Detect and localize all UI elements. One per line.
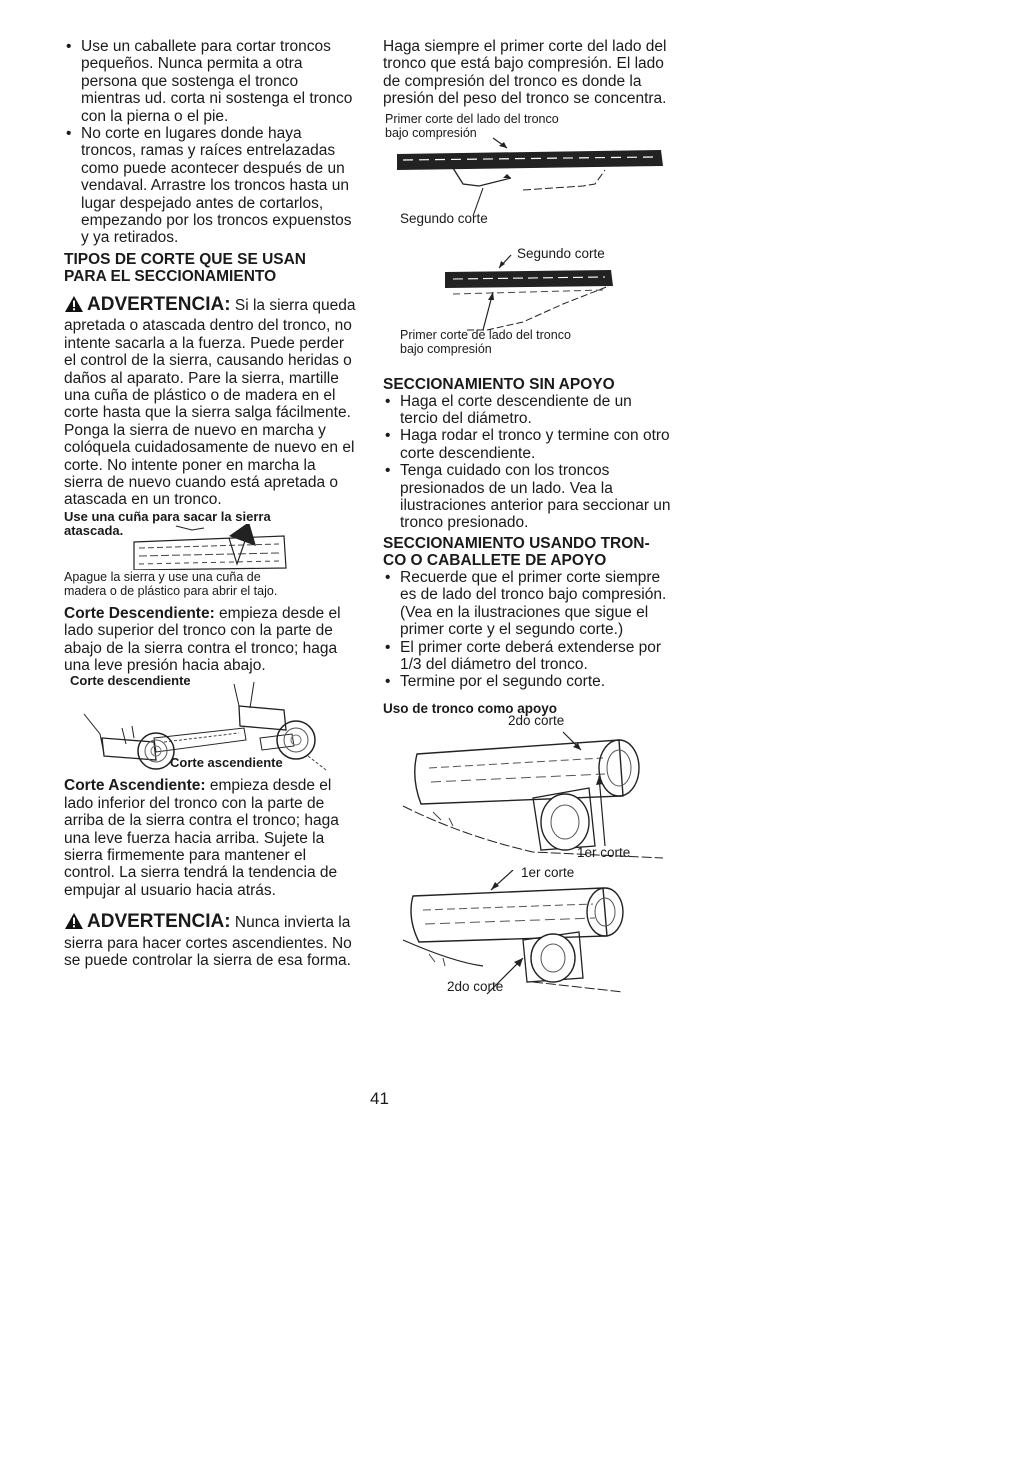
warning-title: ADVERTENCIA:	[87, 293, 231, 315]
warning-triangle-icon	[64, 295, 84, 317]
list-item: • Haga rodar el tronco y termine con otro corte descendiente.	[385, 427, 670, 462]
wedge-figure	[64, 524, 356, 568]
support-caption: Uso de tronco como apoyo	[383, 700, 558, 716]
support-log-figure-1	[383, 712, 673, 866]
warning-text: Nunca invierta la sierra para hacer cortes ascendientes. No se puede controlar la sierra de esa forma.	[64, 914, 352, 970]
fig4-label-top: 1er corte	[521, 864, 575, 880]
fig3-label-top: 2do corte	[508, 712, 565, 728]
right-column	[383, 38, 673, 1010]
list-item: • Termine por el segundo corte.	[385, 673, 606, 691]
compression-figure-2	[383, 245, 673, 374]
section-heading: SECCIONAMIENTO USANDO TRON- CO O CABALLETE DE APOYO	[383, 534, 650, 569]
warning-text: Si la sierra queda apretada o atascada dentro del tronco, no intente sacarla a la fuerza. Puede perder el control de la sierra, causando heridas o daños al aparato. Pare la sierra, martille una cuña de plástico o de madera en el corte hasta que la sierra salga fácilmente. Ponga la sierra de nuevo en marcha y colóquela cuidadosamente de nuevo en el corte. No intente poner en marcha la sierra de nuevo cuando está apretada o atascada en un tronco.	[64, 296, 356, 509]
wedge-caption: Use una cuña para sacar la sierra atascada.	[64, 508, 271, 538]
support-log-illustration-1	[383, 712, 673, 866]
list-item: • Tenga cuidado con los troncos presionados de un lado. Vea la ilustraciones anterior para seccionar un tronco presionado.	[385, 462, 671, 532]
left-bullet-list	[64, 38, 356, 247]
fig4-label-bottom: 2do corte	[447, 978, 504, 994]
intro-paragraph: Haga siempre el primer corte del lado del tronco que está bajo compresión. El lado de compresión del tronco es donde la presión del peso del tronco se concentra.	[383, 38, 667, 108]
page-number: 41	[370, 1089, 389, 1108]
list-item: • Recuerde que el primer corte siempre es de lado del tronco bajo compresión. (Vea en la ilustraciones que sigue el primer corte y el segundo corte.)	[385, 568, 667, 639]
wedge-illustration	[64, 524, 356, 570]
downcut-paragraph: Corte Descendiente: empieza desde el lado superior del tronco con la parte de abajo de la sierra contra el tronco; haga una leve presión hacia abajo.	[64, 604, 341, 674]
compression-figure-1	[383, 112, 673, 238]
left-column	[64, 38, 356, 969]
warning-title: ADVERTENCIA:	[87, 911, 231, 933]
warning-block	[64, 912, 356, 969]
cut-types-figure	[64, 674, 356, 774]
list-item: • No corte en lugares donde haya troncos, ramas y raíces entrelazadas como puede acontecer después de un vendaval. Arrastre los troncos hasta un lugar despejado antes de cortarlos, empezando por los troncos expuenstos y ya retirados.	[66, 125, 352, 247]
fig3-label-bottom: 1er corte	[577, 844, 631, 860]
wedge-subcaption: Apague la sierra y use una cuña de madera o de plástico para abrir el tajo.	[64, 569, 278, 598]
section-heading: SECCIONAMIENTO SIN APOYO	[383, 375, 615, 393]
downcut-label: Corte descendiente	[70, 673, 191, 689]
fig1-label-top: Primer corte del lado del tronco bajo compresión	[385, 111, 559, 140]
fig1-label-bottom: Segundo corte	[400, 210, 488, 226]
warning-triangle-icon	[64, 912, 84, 934]
support-log-illustration-2	[383, 870, 673, 1010]
upcut-label: Corte ascendiente	[170, 755, 283, 771]
upcut-paragraph: Corte Ascendiente: empieza desde el lado inferior del tronco con la parte de arriba de la sierra contra el tronco; haga una leve fuerza hacia arriba. Sujete la sierra firmemente para mantener el control. La sierra tendrá la tendencia de empujar al usuario hacia atrás.	[64, 777, 339, 899]
fig2-label-top: Segundo corte	[517, 245, 605, 261]
fig2-label-bottom: Primer corte de lado del tronco bajo compresión	[400, 327, 571, 356]
no-support-bullet-list	[383, 393, 673, 532]
list-item: • El primer corte deberá extenderse por 1/3 del diámetro del tronco.	[385, 638, 662, 673]
support-bullet-list	[383, 569, 673, 691]
list-item: • Use un caballete para cortar troncos pequeños. Nunca permita a otra persona que sostenga el tronco mientras ud. corta ni sostenga el tronco con la pierna o el pie.	[66, 38, 353, 125]
support-log-figure-2	[383, 864, 673, 1010]
section-heading: TIPOS DE CORTE QUE SE USAN PARA EL SECCIONAMIENTO	[64, 250, 307, 285]
list-item: • Haga el corte descendiente de un tercio del diámetro.	[385, 392, 632, 428]
warning-block	[64, 295, 356, 509]
